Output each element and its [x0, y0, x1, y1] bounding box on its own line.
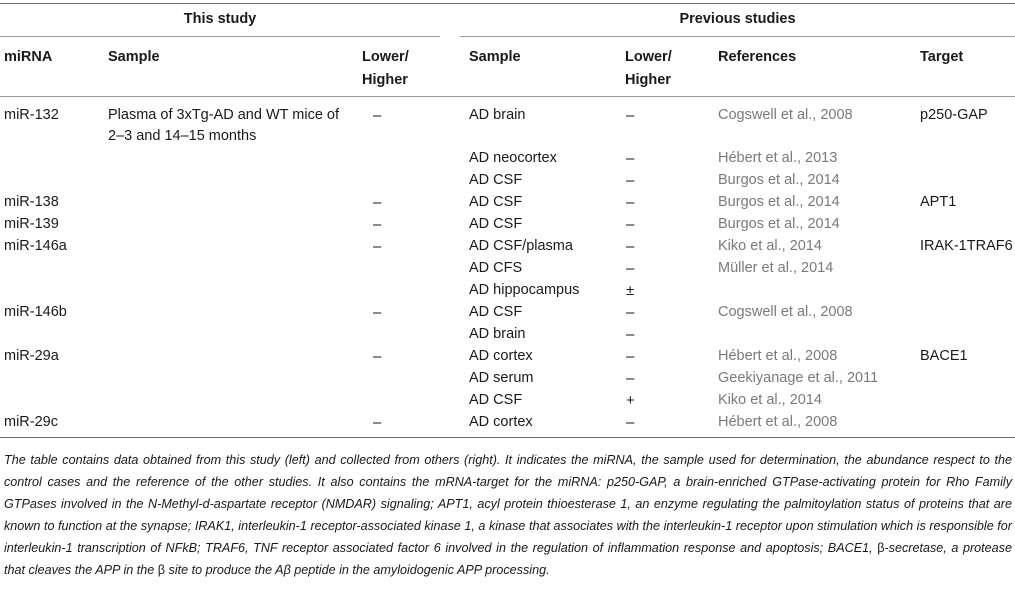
col-header-sample-prev: Sample: [469, 49, 521, 65]
cell-lower-higher-this: –: [373, 194, 382, 211]
cell-reference: Kiko et al., 2014: [718, 238, 822, 254]
cell-reference: Müller et al., 2014: [718, 260, 834, 276]
col-header-sample-this: Sample: [108, 49, 160, 65]
col-header-lower-higher-this-line1: Lower/: [362, 49, 409, 65]
footnote-beta-2: β: [157, 563, 166, 577]
cell-mirna: miR-132: [4, 107, 59, 123]
cell-sample-this: Plasma of 3xTg-AD and WT mice of 2–3 and 14–15 months: [108, 107, 340, 144]
cell-lower-higher-prev: –: [626, 107, 635, 124]
cell-sample-prev: AD brain: [469, 326, 526, 342]
cell-sample-prev: AD hippocampus: [469, 282, 580, 298]
cell-sample-prev: AD neocortex: [469, 150, 557, 166]
cell-lower-higher-prev: –: [626, 216, 635, 233]
cell-lower-higher-prev: –: [626, 414, 635, 431]
cell-lower-higher-prev: ±: [626, 282, 635, 299]
group-header-this-study: This study: [183, 11, 257, 27]
col-header-target: Target: [920, 49, 964, 65]
cell-reference: Hébert et al., 2008: [718, 348, 838, 364]
cell-lower-higher-prev: –: [626, 304, 635, 321]
cell-sample-prev: AD cortex: [469, 348, 533, 364]
col-header-references: References: [718, 49, 797, 65]
cell-lower-higher-prev: –: [626, 260, 635, 277]
cell-sample-prev: AD cortex: [469, 414, 533, 430]
cell-mirna: miR-138: [4, 194, 59, 210]
previous-studies-underline: [460, 36, 1015, 37]
cell-sample-prev: AD CSF: [469, 216, 523, 232]
cell-mirna: miR-29a: [4, 348, 59, 364]
col-header-lower-higher-prev-line1: Lower/: [625, 49, 672, 65]
cell-lower-higher-prev: –: [626, 238, 635, 255]
cell-target: BACE1: [920, 348, 968, 364]
col-header-lower-higher-prev: [625, 46, 672, 92]
cell-target: IRAK-1TRAF6: [920, 238, 1013, 254]
cell-target: APT1: [920, 194, 957, 210]
cell-target: p250-GAP: [920, 107, 988, 123]
footnote-text-4: peptide in the amyloidogenic APP processing.: [290, 563, 550, 577]
header-rule: [0, 96, 1015, 97]
cell-lower-higher-prev: –: [626, 194, 635, 211]
top-rule: [0, 3, 1015, 4]
cell-lower-higher-prev: –: [626, 326, 635, 343]
col-header-lower-higher-this: [362, 46, 409, 92]
cell-sample-prev: AD brain: [469, 107, 526, 123]
cell-lower-higher-prev: –: [626, 150, 635, 167]
cell-lower-higher-this: –: [373, 348, 382, 365]
footnote-text-2: -secretase, a protease that cleaves the APP in the: [4, 541, 1012, 577]
group-header-previous-studies: Previous studies: [679, 11, 796, 27]
cell-reference: Burgos et al., 2014: [718, 172, 840, 188]
cell-reference: Cogswell et al., 2008: [718, 304, 853, 320]
cell-sample-prev: AD CSF: [469, 194, 523, 210]
cell-sample-prev: AD CSF: [469, 392, 523, 408]
cell-reference: Cogswell et al., 2008: [718, 107, 853, 123]
cell-lower-higher-prev: –: [626, 370, 635, 387]
cell-lower-higher-this: –: [373, 107, 382, 124]
cell-lower-higher-prev: –: [626, 172, 635, 189]
cell-reference: Hébert et al., 2008: [718, 414, 838, 430]
cell-lower-higher-this: –: [373, 304, 382, 321]
col-header-lower-higher-prev-line2: Higher: [625, 72, 671, 88]
cell-lower-higher-this: –: [373, 238, 382, 255]
cell-mirna: miR-29c: [4, 414, 58, 430]
cell-reference: Hébert et al., 2013: [718, 150, 838, 166]
cell-mirna: miR-146b: [4, 304, 67, 320]
cell-sample-prev: AD CSF: [469, 172, 523, 188]
cell-reference: Burgos et al., 2014: [718, 194, 840, 210]
cell-sample-prev: AD CFS: [469, 260, 523, 276]
cell-sample-prev: AD serum: [469, 370, 534, 386]
cell-mirna: miR-139: [4, 216, 59, 232]
cell-sample-prev: AD CSF: [469, 304, 523, 320]
cell-lower-higher-this: –: [373, 414, 382, 431]
cell-reference: Kiko et al., 2014: [718, 392, 822, 408]
cell-lower-higher-prev: +: [626, 392, 635, 409]
cell-reference: Burgos et al., 2014: [718, 216, 840, 232]
footnote-beta-1: β: [877, 541, 885, 555]
cell-sample-prev: AD CSF/plasma: [469, 238, 573, 254]
cell-mirna: miR-146a: [4, 238, 67, 254]
footnote-text-1: The table contains data obtained from this study (left) and collected from others (right). It indicates the miRNA, the sample used for determination, the abundance respect to the control cases and the reference of the other studies. It also contains the mRNA-target for the miRNA: p250-GAP, a brain-enriched GTPase-activating protein for Rho Family GTPases involved in the N-Methyl-d-aspartate receptor (NMDAR) signaling; APT1, acyl protein thioesterase 1, an enzyme regulating the palmitoylation status of proteins that are known to function at the synapse; IRAK1, interleukin-1 receptor-associated kinase 1, a kinase that associates with the interleukin-1 receptor upon stimulation which is responsible for interleukin-1 transcription of NFkB; TRAF6, TNF receptor associated factor 6 involved in the regulation of inflammation response and apoptosis; BACE1,: [4, 453, 1012, 555]
footnote-text-3: site to produce the A: [165, 563, 284, 577]
footnote-beta-3: β: [283, 563, 291, 577]
cell-lower-higher-this: –: [373, 216, 382, 233]
table-footnote: [4, 449, 1012, 581]
col-header-lower-higher-this-line2: Higher: [362, 72, 408, 88]
cell-lower-higher-prev: –: [626, 348, 635, 365]
cell-reference: Geekiyanage et al., 2011: [718, 370, 879, 386]
bottom-rule: [0, 437, 1015, 438]
this-study-underline: [0, 36, 440, 37]
col-header-mirna: miRNA: [4, 49, 53, 65]
